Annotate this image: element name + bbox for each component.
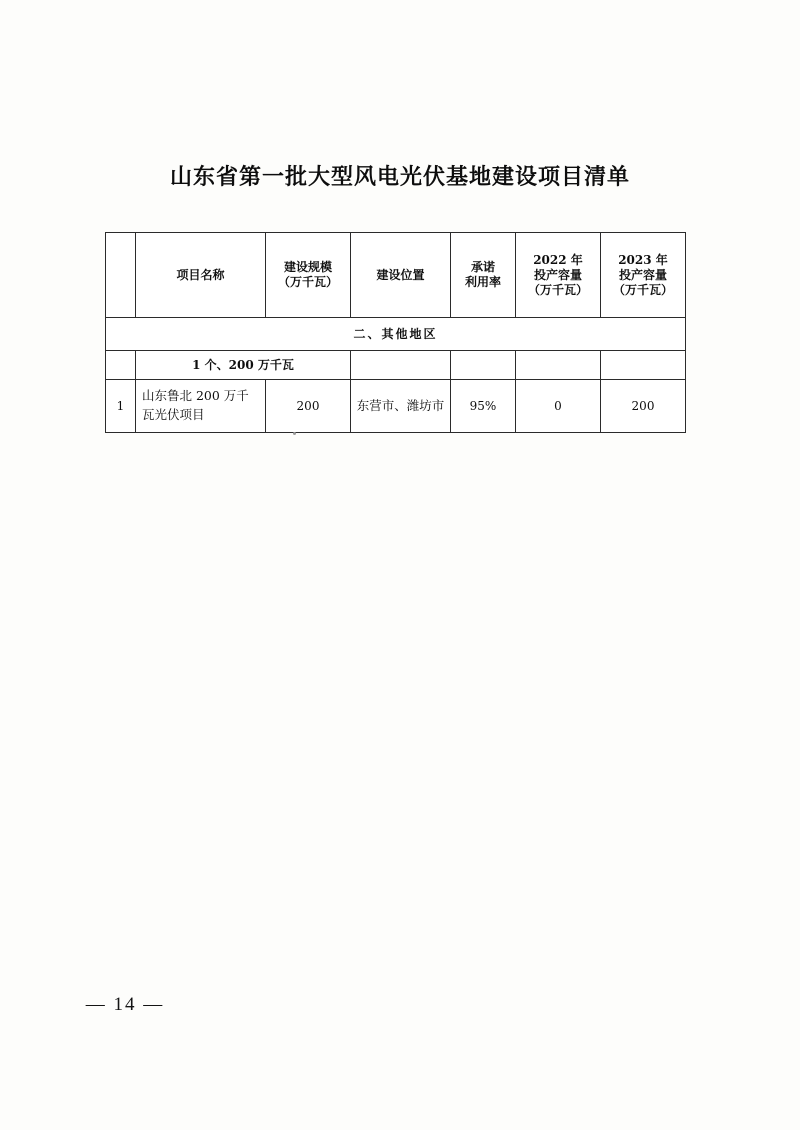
column-header-project-name-label: 项目名称 <box>176 267 225 282</box>
column-header-rate-line1: 承诺 <box>470 260 495 274</box>
subtotal-2023-cell <box>601 351 686 380</box>
subtotal-location-cell <box>351 351 451 380</box>
subtotal-label: 1 个、200 万千瓦 <box>136 351 351 380</box>
page-title: 山东省第一批大型风电光伏基地建设项目清单 <box>169 164 630 190</box>
column-header-project-name <box>136 233 266 318</box>
column-header-2023-line3: （万千瓦） <box>612 282 673 297</box>
column-header-2022-line2: 投产容量 <box>533 267 582 282</box>
table-section-row <box>106 318 686 351</box>
column-header-rate-line2: 利用率 <box>464 275 501 289</box>
row-project-name: 山东鲁北 200 万千瓦光伏项目 <box>136 380 266 433</box>
column-header-index <box>106 233 136 318</box>
subtotal-index-cell <box>106 351 136 380</box>
table-header-row <box>106 233 686 318</box>
column-header-location <box>351 233 451 318</box>
page-footer-number <box>0 994 800 1016</box>
stray-dot-mark <box>293 432 296 435</box>
row-location: 东营市、潍坊市 <box>351 380 451 433</box>
column-header-scale <box>266 233 351 318</box>
table-subtotal-row <box>106 351 686 380</box>
column-header-2022-capacity <box>516 233 601 318</box>
subtotal-rate-cell <box>451 351 516 380</box>
table-row <box>106 380 686 433</box>
column-header-utilization-rate <box>451 233 516 318</box>
row-2023-capacity: 200 <box>601 380 686 433</box>
column-header-2023-line2: 投产容量 <box>618 267 667 282</box>
column-header-scale-line2: （万千瓦） <box>277 275 338 289</box>
project-listing-table-container <box>105 232 685 433</box>
column-header-location-label: 建设位置 <box>376 267 425 282</box>
project-listing-table <box>105 232 686 433</box>
row-index: 1 <box>106 380 136 433</box>
row-scale: 200 <box>266 380 351 433</box>
subtotal-2022-cell <box>516 351 601 380</box>
row-2022-capacity: 0 <box>516 380 601 433</box>
section-title: 二、其他地区 <box>106 318 686 351</box>
row-utilization-rate: 95% <box>451 380 516 433</box>
column-header-scale-line1: 建设规模 <box>283 260 332 274</box>
column-header-2023-line1: 2023 年 <box>618 252 668 267</box>
column-header-2023-capacity <box>601 233 686 318</box>
column-header-2022-line3: （万千瓦） <box>527 282 588 297</box>
page-number-text: — 14 — <box>85 994 165 1015</box>
column-header-2022-line1: 2022 年 <box>533 252 583 267</box>
